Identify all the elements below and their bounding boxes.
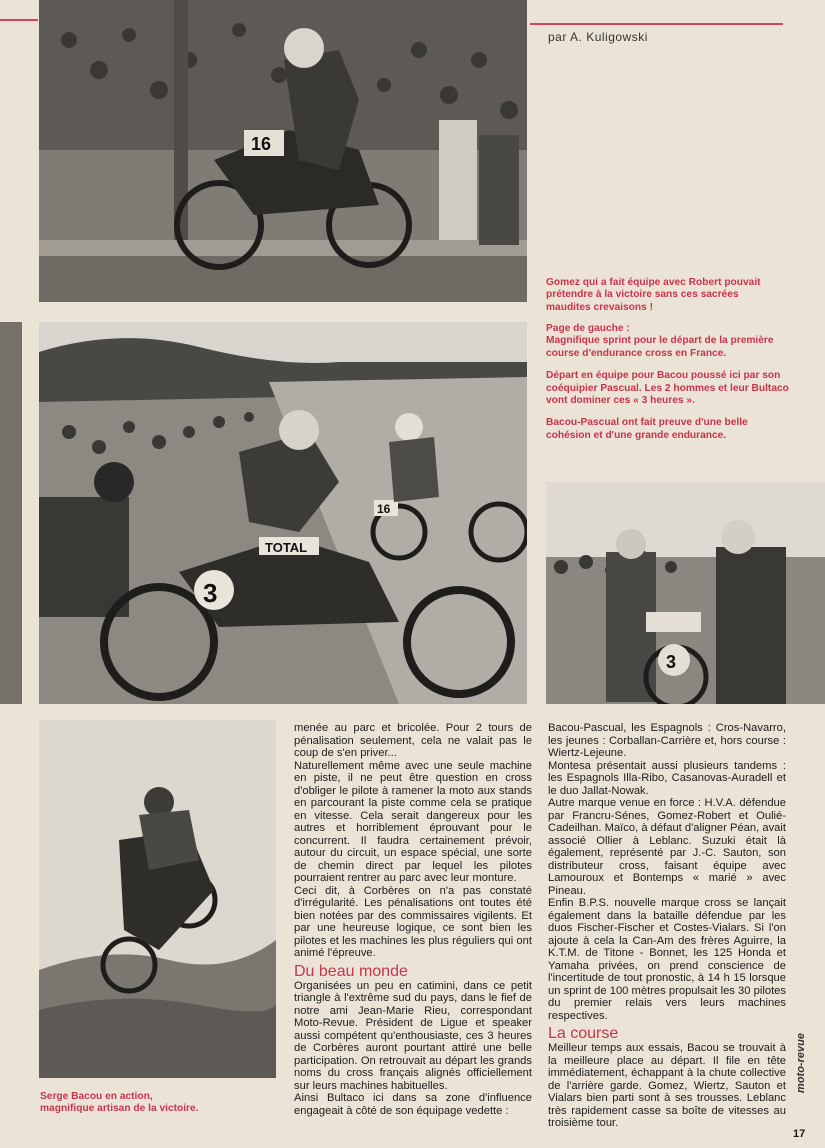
- photo-serge-bacou: [39, 720, 276, 1078]
- article-column-1: [294, 722, 532, 1117]
- col2-para-1: Bacou-Pascual, les Espagnols : Cros-Navarro, les jeunes : Corballan-Carrière et, hors course : Wiertz-Lejeune.: [548, 722, 786, 759]
- col2-para-5: Meilleur temps aux essais, Bacou se trouvait à la meilleure place au départ. Il file en tête immédiatement, échappant à la chute collective de l'arrière garde. Gomez, Wiertz, Sauton et Vialars bien parti sont à ses trousses. Leblanc très rapidement casse sa boîte de vitesses au troisième tour.: [548, 1042, 786, 1129]
- caption-block-right: [546, 323, 791, 452]
- bike-number-top: 16: [251, 134, 272, 154]
- col1-para-5: Ainsi Bultaco ici dans sa zone d'influence engageait à côté de son équipage vedette :: [294, 1092, 532, 1117]
- article-column-2: [548, 722, 786, 1130]
- caption-team-start: Départ en équipe pour Bacou poussé ici par son coéquipier Pascual. Les 2 hommes et leur Bultaco vont dominer ces « 3 heures ».: [546, 370, 789, 407]
- caption-left-page-label: Page de gauche :: [546, 323, 630, 334]
- left-page-edge: [0, 322, 22, 704]
- caption-left-page: [546, 323, 791, 360]
- top-right-rule: [530, 23, 783, 25]
- bike-number-back: 16: [377, 502, 391, 516]
- col1-para-4: Organisées un peu en catimini, dans ce petit triangle à l'extrême sud du pays, dans le fief de notre ami Jean-Marie Rieu, correspondant Moto-Revue. Président de Ligue et speaker aussi compétent qu'enthousiaste, ces 3 heures de Corbères auront pourtant attiré une belle participation. On retrouvait au départ les grands noms du cross français alignés officiellement sur leurs machines habituelles.: [294, 979, 532, 1092]
- bike-number-main: 3: [203, 578, 218, 608]
- author-byline: par A. Kuligowski: [548, 30, 648, 44]
- col2-para-2: Montesa présentait aussi plusieurs tandems : les Espagnols Illa-Ribo, Casanovas-Auradell et le duo Jallat-Nowak.: [548, 759, 786, 797]
- caption-bacou-pascual: Bacou-Pascual ont fait preuve d'une belle cohésion et d'une grande endurance.: [546, 417, 748, 441]
- heading-du-beau-monde: Du beau monde: [294, 962, 408, 980]
- page-number: 17: [793, 1128, 806, 1140]
- caption-gomez-text: Gomez qui a fait équipe avec Robert pouvait prétendre à la victoire sans ces sacrées maudites crevaisons !: [546, 277, 761, 313]
- col2-para-4: Enfin B.P.S. nouvelle marque cross se lançait également dans la bataille défendue par les duos Fischer-Fischer et Costes-Vialars. Si l'on ajoute à cela la Can-Am des frères Aguirre, la K.T.M. de Titone - Bonnet, les 125 Honda et Yamaha privées, on prend conscience de l'incertitude de tout pronostic, à 14 h 15 lorsque un sprint de 100 mètres propulsait les 30 pilotes du premier relais vers leurs machines respectives.: [548, 897, 786, 1022]
- caption-left-page-text: Magnifique sprint pour le départ de la première course d'endurance cross en France.: [546, 335, 774, 359]
- col1-para-1: menée au parc et bricolée. Pour 2 tours de pénalisation seulement, cela ne valait pas le coup de s'en priver...: [294, 722, 532, 759]
- photo-bacou-pascual: [546, 482, 825, 704]
- caption-serge-bacou-line1: Serge Bacou en action,: [40, 1091, 153, 1102]
- caption-serge-bacou: [40, 1091, 280, 1116]
- col2-para-3: Autre marque venue en force : H.V.A. défendue par Francru-Sénes, Gomez-Robert et Oulié-Cadeilhan. Maïco, à défaut d'aligner Péan, avait associé Ollier à Leblanc. Suzuki était là également, représenté par J.-C. Sauton, son distributeur cross, faisant équipe avec Lamouroux et Bontemps « marié » avec Pineau.: [548, 797, 786, 897]
- col1-para-2: Naturellement même avec une seule machine en piste, il ne peut être question en cross d'obliger le pilote à ramener la moto aux stands en parcourant la piste comme cela se pratique en vitesse. Cela serait dangereux pour les autres et horriblement éprouvant pour le concurrent. Il faudra certainement prévoir, autour du circuit, un espace spécial, une sorte de chemin direct par lequel les pilotes pourraient rentrer au parc avec leur monture.: [294, 759, 532, 884]
- top-left-rule: [0, 19, 38, 21]
- caption-gomez: [546, 277, 786, 314]
- caption-serge-bacou-line2: magnifique artisan de la victoire.: [40, 1103, 199, 1115]
- photo-team-start: [39, 322, 527, 704]
- photo-gomez-jump: [39, 0, 527, 302]
- svg-text:3: 3: [666, 652, 677, 672]
- bike-brand-label: TOTAL: [265, 540, 308, 555]
- heading-la-course: La course: [548, 1025, 619, 1042]
- magazine-side-label: [791, 1035, 809, 1095]
- col1-para-3: Ceci dit, à Corbères on n'a pas constaté d'irrégularité. Les pénalisations ont toutes été bien notées par des commissaires vigilents. Et par une heureuse logique, ce sont bien les pilotes et les machines les plus réguliers qui ont animé l'épreuve.: [294, 884, 532, 959]
- magazine-name: moto-revue: [794, 1033, 807, 1093]
